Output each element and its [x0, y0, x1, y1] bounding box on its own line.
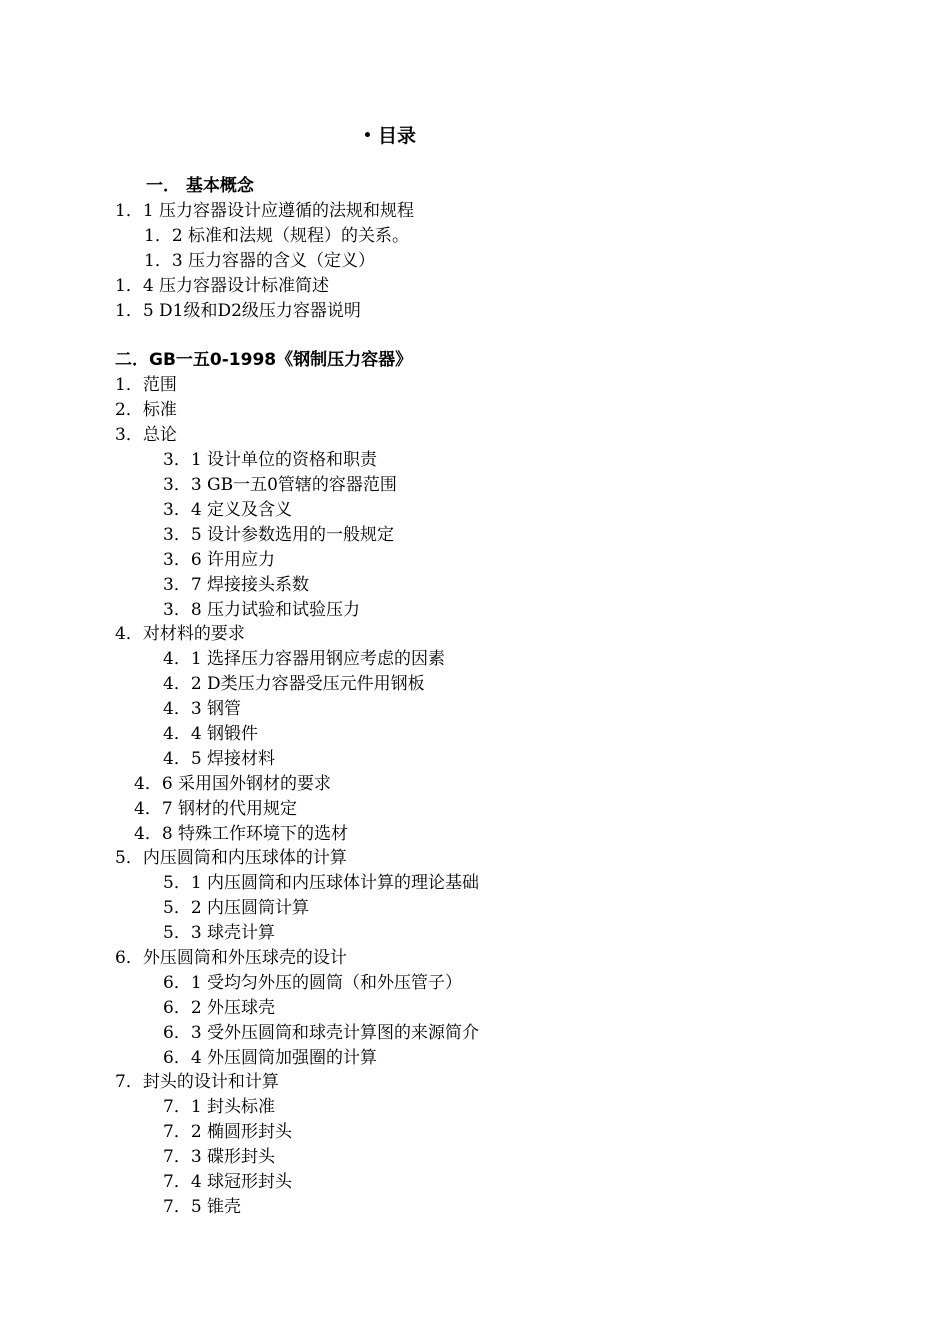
- toc-item: 4．6 采用国外钢材的要求: [134, 774, 332, 794]
- toc-item: 4．3 钢管: [163, 699, 242, 719]
- toc-item: 5．3 球壳计算: [163, 923, 276, 943]
- toc-item: 5．内压圆筒和内压球体的计算: [115, 848, 347, 868]
- toc-item: 6．1 受均匀外压的圆筒（和外压管子）: [163, 973, 463, 993]
- toc-item: 3．5 设计参数选用的一般规定: [163, 525, 395, 545]
- toc-item: 7．2 椭圆形封头: [163, 1122, 293, 1142]
- toc-item: 7．4 球冠形封头: [163, 1172, 293, 1192]
- toc-item: 4．8 特殊工作环境下的选材: [134, 824, 349, 844]
- toc-item: 1．4 压力容器设计标准简述: [115, 276, 330, 296]
- toc-item: 1．范围: [115, 375, 177, 395]
- toc-item: 4．5 焊接材料: [163, 749, 276, 769]
- toc-item: 4．4 钢锻件: [163, 724, 259, 744]
- section-heading-gb150: 二．GB一五0-1998《钢制压力容器》: [115, 350, 413, 370]
- toc-item: 7．封头的设计和计算: [115, 1072, 279, 1092]
- toc-item: 6．3 受外压圆筒和球壳计算图的来源简介: [163, 1023, 480, 1043]
- toc-item: 7．5 锥壳: [163, 1197, 242, 1217]
- toc-item: 7．3 碟形封头: [163, 1147, 276, 1167]
- toc-item: 3．7 焊接接头系数: [163, 575, 310, 595]
- toc-item: 1．1 压力容器设计应遵循的法规和规程: [115, 201, 415, 221]
- toc-item: 6．4 外压圆筒加强圈的计算: [163, 1048, 378, 1068]
- toc-item: 4．1 选择压力容器用钢应考虑的因素: [163, 649, 446, 669]
- toc-item: 1．3 压力容器的含义（定义）: [144, 251, 376, 271]
- toc-item: 6．外压圆筒和外压球壳的设计: [115, 948, 347, 968]
- toc-item: 5．1 内压圆筒和内压球体计算的理论基础: [163, 873, 480, 893]
- toc-item: 1．5 D1级和D2级压力容器说明: [115, 301, 361, 321]
- title-text: 目录: [377, 125, 416, 147]
- toc-item: 3．8 压力试验和试验压力: [163, 600, 361, 620]
- toc-item: 7．1 封头标准: [163, 1097, 276, 1117]
- toc-item: 3．1 设计单位的资格和职责: [163, 450, 378, 470]
- toc-item: 3．6 许用应力: [163, 550, 276, 570]
- page-title: [363, 124, 416, 150]
- toc-item: 2．标准: [115, 400, 177, 420]
- toc-item: 6．2 外压球壳: [163, 998, 276, 1018]
- toc-item: 1．2 标准和法规（规程）的关系。: [144, 226, 410, 246]
- toc-item: 3．总论: [115, 425, 177, 445]
- toc-item: 4．对材料的要求: [115, 624, 245, 644]
- section-heading-basic-concepts: 一． 基本概念: [146, 176, 254, 196]
- toc-item: 5．2 内压圆筒计算: [163, 898, 310, 918]
- toc-item: 3．3 GB一五0管辖的容器范围: [163, 475, 397, 495]
- toc-item: 4．7 钢材的代用规定: [134, 799, 298, 819]
- toc-item: 4．2 D类压力容器受压元件用钢板: [163, 674, 425, 694]
- title-bullet: •: [363, 128, 372, 144]
- toc-item: 3．4 定义及含义: [163, 500, 293, 520]
